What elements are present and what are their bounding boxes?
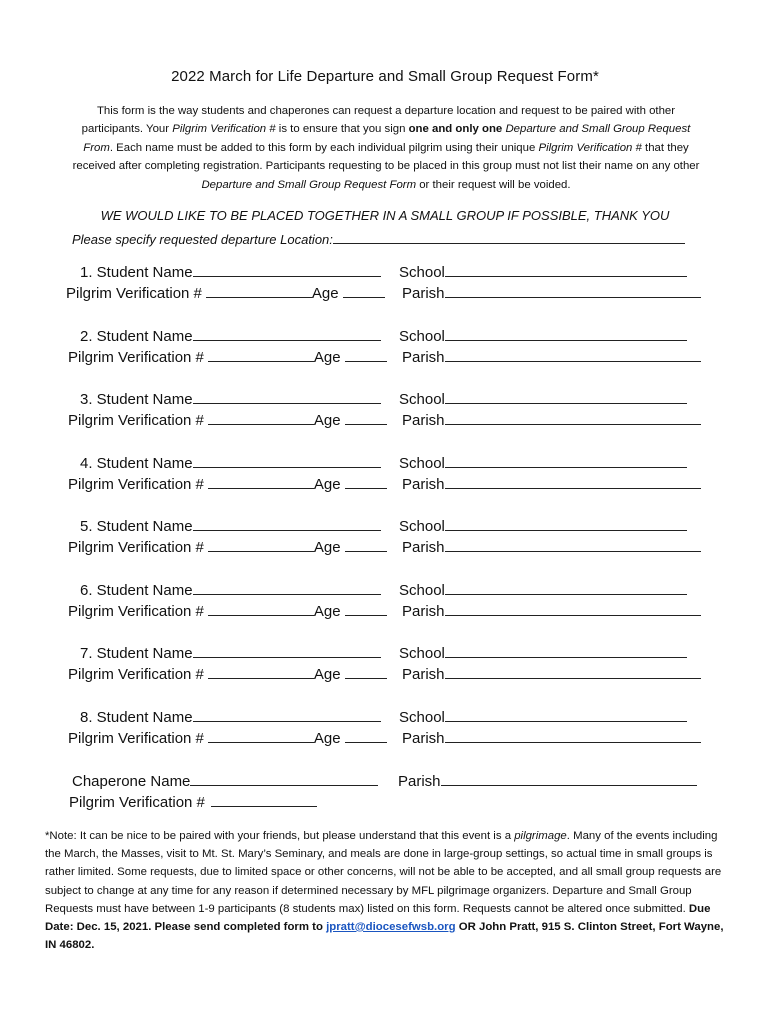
footnote [45,827,725,954]
intro-paragraph [66,102,706,194]
student-name-field[interactable] [193,389,381,404]
student-name-field[interactable] [193,262,381,277]
parish-label: Parish [402,603,445,620]
age-field[interactable] [345,474,387,489]
mailing-address: OR John Pratt, 915 S. Clinton Street, Fort Wayne, IN 46802. [45,921,724,952]
chaperone-name-row [72,771,378,790]
parish-row [402,537,701,556]
parish-label: Parish [402,349,445,366]
school-row [399,326,687,345]
age-field[interactable] [345,728,387,743]
age-label: Age [313,412,341,429]
student-name-row [80,580,381,599]
parish-row [402,347,701,366]
departure-location-field[interactable] [333,229,685,244]
age-label: Age [313,730,341,747]
age-field[interactable] [345,347,387,362]
student-name-label: 5. Student Name [80,518,193,535]
pilgrim-verification-row [66,283,385,302]
school-field[interactable] [445,326,687,341]
pilgrim-verification-label: Pilgrim Verification # [68,476,204,493]
student-name-field[interactable] [193,453,381,468]
pilgrim-verification-field[interactable] [208,347,314,362]
parish-label: Parish [402,476,445,493]
intro-emphasis: Pilgrim Verification # [538,141,642,154]
pilgrim-verification-row [68,537,387,556]
parish-field[interactable] [445,664,701,679]
parish-field[interactable] [445,347,701,362]
pilgrim-verification-label: Pilgrim Verification # [68,349,204,366]
age-field[interactable] [345,537,387,552]
parish-row [402,283,701,302]
student-name-field[interactable] [193,707,381,722]
age-field[interactable] [345,410,387,425]
parish-label: Parish [402,730,445,747]
school-label: School [399,328,445,345]
email-link[interactable]: jpratt@diocesefwsb.org [326,921,456,934]
pilgrim-verification-row [68,728,387,747]
age-label: Age [313,476,341,493]
pilgrim-verification-field[interactable] [208,410,314,425]
school-label: School [399,264,445,281]
age-label: Age [313,349,341,366]
age-label: Age [313,666,341,683]
school-label: School [399,391,445,408]
pilgrim-verification-field[interactable] [208,474,314,489]
age-field[interactable] [345,601,387,616]
school-field[interactable] [445,643,687,658]
intro-text: is to ensure that you sign [275,123,409,136]
student-name-label: 7. Student Name [80,645,193,662]
age-field[interactable] [345,664,387,679]
chaperone-name-field[interactable] [190,771,378,786]
chaperone-pilgrim-verification-field[interactable] [211,792,317,807]
school-row [399,707,687,726]
student-name-row [80,643,381,662]
parish-row [402,664,701,683]
parish-row [402,601,701,620]
form-title: 2022 March for Life Departure and Small Group Request Form* [171,68,599,85]
note-text: *Note: It can be nice to be paired with your friends, but please understand that this event is a [45,830,515,842]
student-name-field[interactable] [193,643,381,658]
intro-emphasis: Departure and Small Group Request Form [201,178,417,191]
pilgrim-verification-field[interactable] [206,283,312,298]
school-field[interactable] [445,707,687,722]
student-name-label: 8. Student Name [80,709,193,726]
pilgrim-verification-field[interactable] [208,728,314,743]
small-group-request-line: WE WOULD LIKE TO BE PLACED TOGETHER IN A SMALL GROUP IF POSSIBLE, THANK YOU [100,208,670,223]
parish-row [402,474,701,493]
pilgrim-verification-label: Pilgrim Verification # [68,539,204,556]
school-field[interactable] [445,580,687,595]
school-label: School [399,518,445,535]
student-name-row [80,262,381,281]
pilgrim-verification-label: Pilgrim Verification # [68,666,204,683]
chaperone-name-label: Chaperone Name [72,773,191,790]
age-field[interactable] [343,283,385,298]
school-row [399,516,687,535]
age-label: Age [313,603,341,620]
chaperone-pilgrim-verification-row [69,792,317,811]
student-name-field[interactable] [193,580,381,595]
student-name-field[interactable] [193,516,381,531]
pilgrim-verification-row [68,410,387,429]
student-name-field[interactable] [193,326,381,341]
parish-field[interactable] [445,283,701,298]
pilgrim-verification-field[interactable] [208,537,314,552]
note-emphasis: pilgrimage [514,830,567,842]
chaperone-parish-row [398,771,697,790]
school-field[interactable] [445,516,687,531]
pilgrim-verification-label: Pilgrim Verification # [66,285,202,302]
departure-location-row [72,229,685,247]
pilgrim-verification-row [68,474,387,493]
pilgrim-verification-field[interactable] [208,601,314,616]
school-field[interactable] [445,389,687,404]
note-text: . Many of the events including the March, the Masses, visit to Mt. St. Mary’s Seminary, and meals are done in large-group settings, so actual time in small groups is rather limited. Some requests, due to limited space or other concerns, will not be able to be accepted, and all small group requests are subject to change at any time for any reason if determined necessary by MFL pilgrimage organizers. Departure and Small Group Requests must have between 1-9 participants (8 students max) listed on this form. Requests cannot be altered once submitted. [45,830,722,915]
age-label: Age [311,285,339,302]
school-label: School [399,455,445,472]
chaperone-parish-field[interactable] [441,771,697,786]
parish-row [402,410,701,429]
student-name-row [80,389,381,408]
school-label: School [399,709,445,726]
parish-field[interactable] [445,410,701,425]
school-row [399,643,687,662]
parish-field[interactable] [445,537,701,552]
pilgrim-verification-row [68,664,387,683]
school-row [399,389,687,408]
school-row [399,262,687,281]
school-label: School [399,645,445,662]
intro-emphasis: Pilgrim Verification # [172,123,276,136]
student-name-label: 3. Student Name [80,391,193,408]
intro-text: . Each name must be added to this form by each individual pilgrim using their unique [109,141,539,154]
student-name-label: 6. Student Name [80,582,193,599]
pilgrim-verification-label: Pilgrim Verification # [68,412,204,429]
student-name-row [80,516,381,535]
parish-label: Parish [402,539,445,556]
intro-emphasis: Departure and Small Group Request From [83,123,691,154]
departure-location-label: Please specify requested departure Location: [72,232,333,247]
student-name-label: 4. Student Name [80,455,193,472]
school-row [399,580,687,599]
pilgrim-verification-field[interactable] [208,664,314,679]
student-name-row [80,453,381,472]
chaperone-parish-label: Parish [398,773,441,790]
parish-label: Parish [402,666,445,683]
intro-text: or their request will be voided. [416,178,571,191]
parish-field[interactable] [445,474,701,489]
parish-field[interactable] [445,601,701,616]
student-name-row [80,707,381,726]
due-date: Due Date: Dec. 15, 2021. Please send completed form to [45,902,711,934]
intro-strong: one and only one [408,123,503,136]
parish-field[interactable] [445,728,701,743]
student-name-label: 1. Student Name [80,264,193,281]
school-row [399,453,687,472]
student-name-label: 2. Student Name [80,328,193,345]
parish-row [402,728,701,747]
pilgrim-verification-label: Pilgrim Verification # [68,603,204,620]
school-field[interactable] [445,453,687,468]
pilgrim-verification-row [68,347,387,366]
pilgrim-verification-row [68,601,387,620]
parish-label: Parish [402,412,445,429]
intro-text: This form is the way students and chaperones can request a departure location and request to be paired with other participants. Your [81,105,676,136]
age-label: Age [313,539,341,556]
parish-label: Parish [402,285,445,302]
intro-text: that they received after completing registration. Participants requesting to be placed in this group must not list their name on any other [72,141,700,173]
pilgrim-verification-label: Pilgrim Verification # [68,730,204,747]
school-field[interactable] [445,262,687,277]
student-name-row [80,326,381,345]
school-label: School [399,582,445,599]
chaperone-pilgrim-verification-label: Pilgrim Verification # [69,794,205,811]
